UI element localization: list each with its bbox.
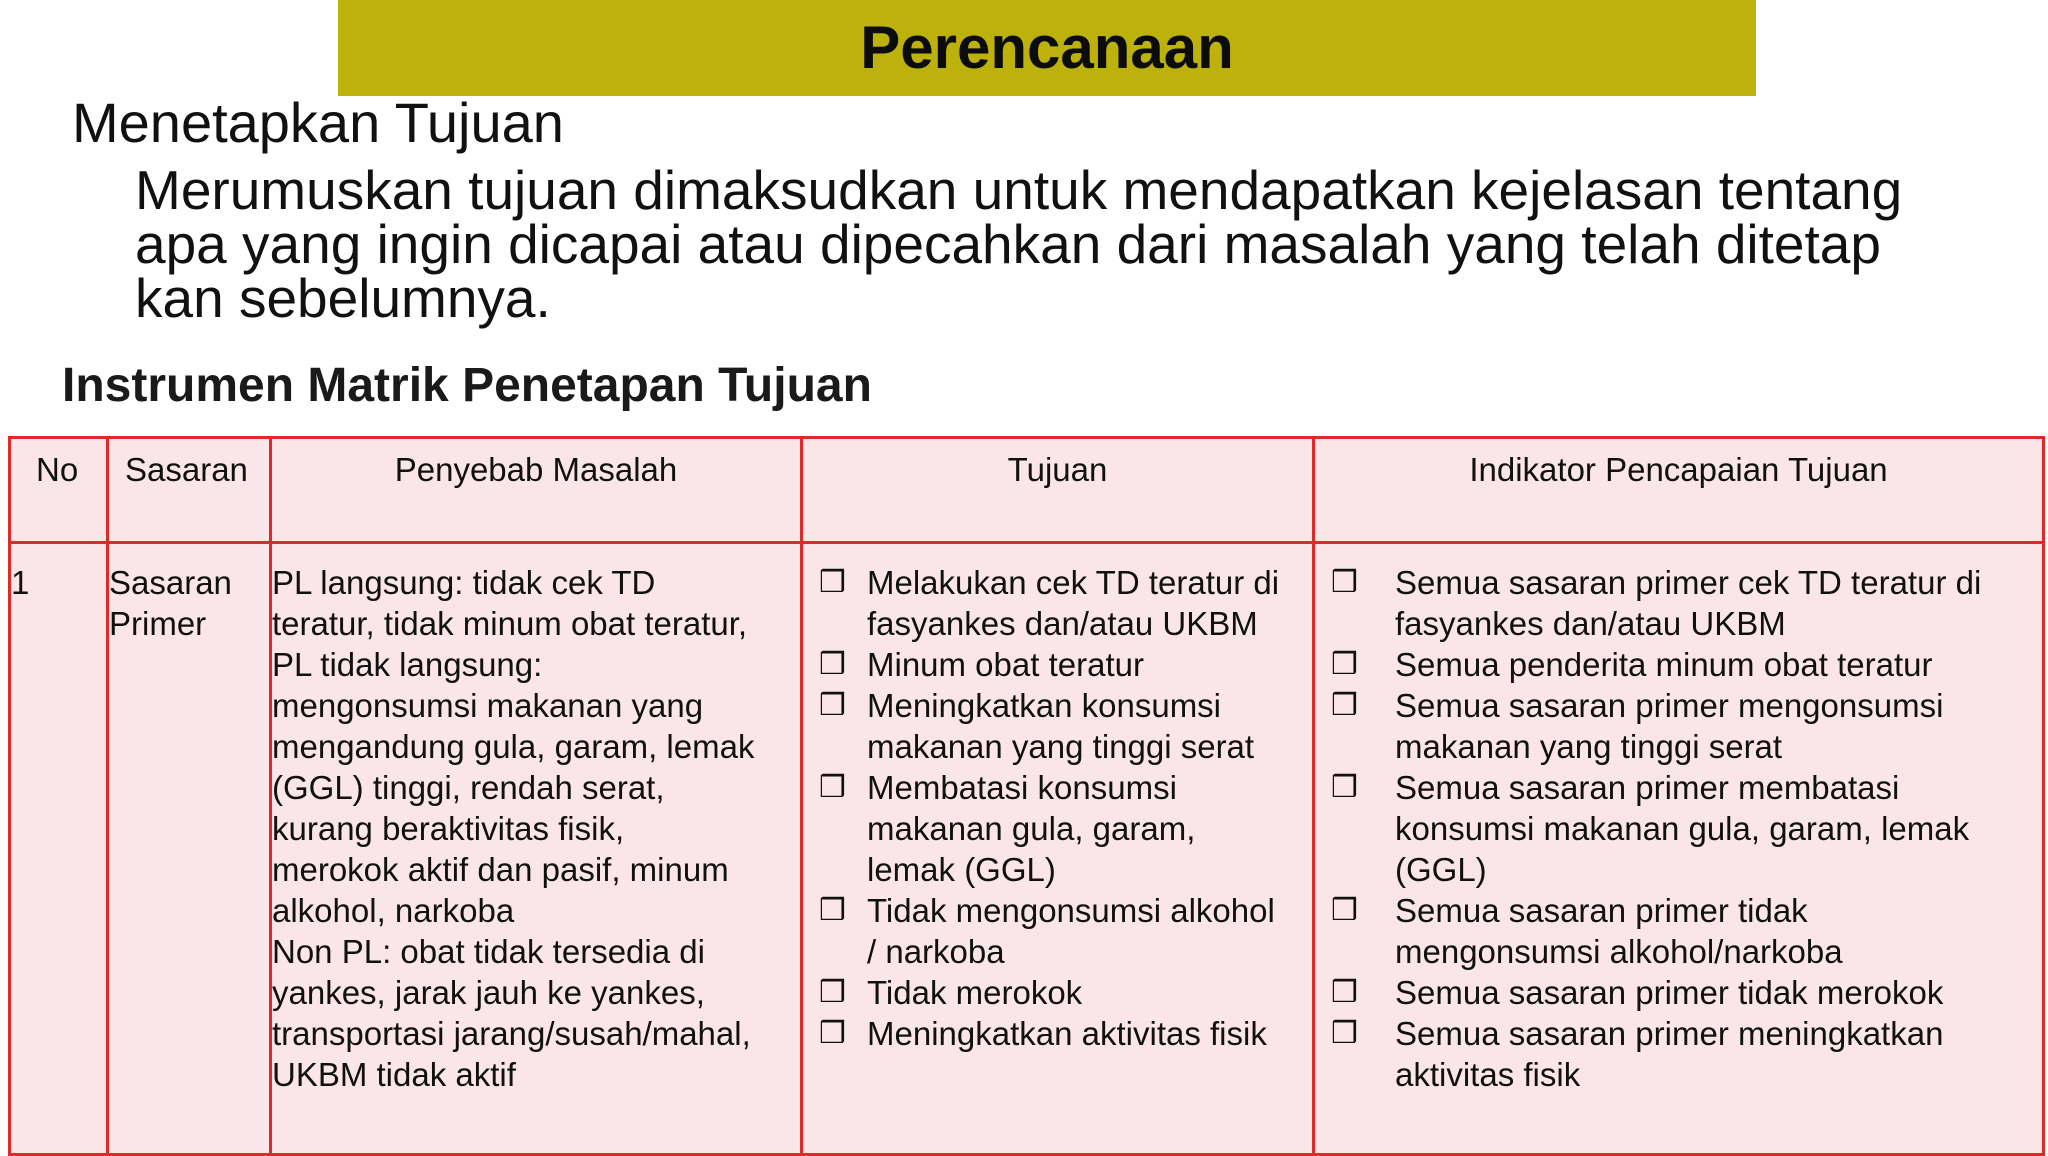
tujuan-item-text: Melakukan cek TD teratur di fasyankes dan/atau UKBM xyxy=(867,564,1280,642)
list-item xyxy=(1331,562,2034,644)
list-item xyxy=(1331,1013,2034,1095)
penyebab-line: mengonsumsi makanan yang xyxy=(272,687,704,724)
checkbox-icon: ❒ xyxy=(819,975,846,1010)
indikator-list xyxy=(1315,562,2042,1095)
penyebab-line: kurang beraktivitas fisik, xyxy=(272,810,625,847)
indikator-item-text: Semua sasaran primer tidak merokok xyxy=(1395,974,1944,1011)
list-item xyxy=(819,562,1304,644)
cell-sasaran xyxy=(108,543,271,1155)
list-item xyxy=(1331,644,2034,685)
penyebab-line: alkohol, narkoba xyxy=(272,892,515,929)
tujuan-item-text: Tidak mengonsumsi alkohol / narkoba xyxy=(867,892,1275,970)
tujuan-item-text: Meningkatkan aktivitas fisik xyxy=(867,1015,1267,1052)
penyebab-line: yankes, jarak jauh ke yankes, xyxy=(272,974,705,1011)
matrix-title: Instrumen Matrik Penetapan Tujuan xyxy=(62,359,872,412)
penyebab-line: mengandung gula, garam, lemak xyxy=(272,728,755,765)
table-header-row xyxy=(10,438,2044,543)
penyebab-line: PL langsung: tidak cek TD xyxy=(272,564,656,601)
tujuan-item-text: Membatasi konsumsi makanan gula, garam, lemak (GGL) xyxy=(867,769,1196,888)
checkbox-icon: ❒ xyxy=(819,647,846,682)
cell-indikator xyxy=(1314,543,2044,1155)
tujuan-item-text: Tidak merokok xyxy=(867,974,1083,1011)
list-item xyxy=(819,972,1304,1013)
header-no: No xyxy=(10,438,108,543)
list-item xyxy=(1331,890,2034,972)
cell-penyebab-masalah xyxy=(271,543,802,1155)
indikator-item-text: Semua sasaran primer mengonsumsi makanan yang tinggi serat xyxy=(1395,687,1944,765)
penyebab-line: PL tidak langsung: xyxy=(272,646,543,683)
list-item xyxy=(819,1013,1304,1054)
checkbox-icon: ❒ xyxy=(819,688,846,723)
title-bar xyxy=(338,0,1756,96)
page-title: Perencanaan xyxy=(860,14,1234,81)
penyebab-line: UKBM tidak aktif xyxy=(272,1056,516,1093)
list-item xyxy=(1331,685,2034,767)
tujuan-item-text: Meningkatkan konsumsi makanan yang tinggi serat xyxy=(867,687,1255,765)
tujuan-item-text: Minum obat teratur xyxy=(867,646,1144,683)
description-paragraph xyxy=(135,159,2015,329)
sasaran-line: Sasaran xyxy=(109,564,232,601)
list-item xyxy=(1331,972,2034,1013)
indikator-item-text: Semua sasaran primer membatasi konsumsi makanan gula, garam, lemak (GGL) xyxy=(1395,769,1970,888)
checkbox-icon: ❒ xyxy=(1331,647,1358,682)
penyebab-line: transportasi jarang/susah/mahal, xyxy=(272,1015,751,1052)
list-item xyxy=(819,767,1304,890)
paragraph-line: Merumuskan tujuan dimaksudkan untuk mendapatkan kejelasan tentang xyxy=(135,159,1903,221)
section-subtitle: Menetapkan Tujuan xyxy=(72,91,564,154)
header-sasaran: Sasaran xyxy=(108,438,271,543)
indikator-item-text: Semua penderita minum obat teratur xyxy=(1395,646,1933,683)
goal-matrix-table xyxy=(8,436,2045,1156)
penyebab-line: Non PL: obat tidak tersedia di xyxy=(272,933,705,970)
penyebab-line: teratur, tidak minum obat teratur, xyxy=(272,605,748,642)
table-row xyxy=(10,543,2044,1155)
indikator-item-text: Semua sasaran primer tidak mengonsumsi alkohol/narkoba xyxy=(1395,892,1843,970)
sasaran-line: Primer xyxy=(109,605,207,642)
penyebab-line: merokok aktif dan pasif, minum xyxy=(272,851,729,888)
paragraph-line: kan sebelumnya. xyxy=(135,267,551,329)
list-item xyxy=(819,890,1304,972)
indikator-item-text: Semua sasaran primer meningkatkan aktivitas fisik xyxy=(1395,1015,1944,1093)
header-indikator: Indikator Pencapaian Tujuan xyxy=(1314,438,2044,543)
header-tujuan: Tujuan xyxy=(802,438,1314,543)
checkbox-icon: ❒ xyxy=(1331,565,1358,600)
checkbox-icon: ❒ xyxy=(819,565,846,600)
list-item xyxy=(819,644,1304,685)
cell-no: 1 xyxy=(10,543,108,1155)
checkbox-icon: ❒ xyxy=(1331,688,1358,723)
checkbox-icon: ❒ xyxy=(819,1016,846,1051)
tujuan-list xyxy=(803,562,1312,1054)
checkbox-icon: ❒ xyxy=(819,893,846,928)
list-item xyxy=(819,685,1304,767)
paragraph-line: apa yang ingin dicapai atau dipecahkan dari masalah yang telah ditetap xyxy=(135,213,1881,275)
cell-tujuan xyxy=(802,543,1314,1155)
checkbox-icon: ❒ xyxy=(819,770,846,805)
checkbox-icon: ❒ xyxy=(1331,975,1358,1010)
indikator-item-text: Semua sasaran primer cek TD teratur di fasyankes dan/atau UKBM xyxy=(1395,564,1982,642)
header-penyebab-masalah: Penyebab Masalah xyxy=(271,438,802,543)
list-item xyxy=(1331,767,2034,890)
checkbox-icon: ❒ xyxy=(1331,893,1358,928)
checkbox-icon: ❒ xyxy=(1331,770,1358,805)
checkbox-icon: ❒ xyxy=(1331,1016,1358,1051)
penyebab-line: (GGL) tinggi, rendah serat, xyxy=(272,769,665,806)
